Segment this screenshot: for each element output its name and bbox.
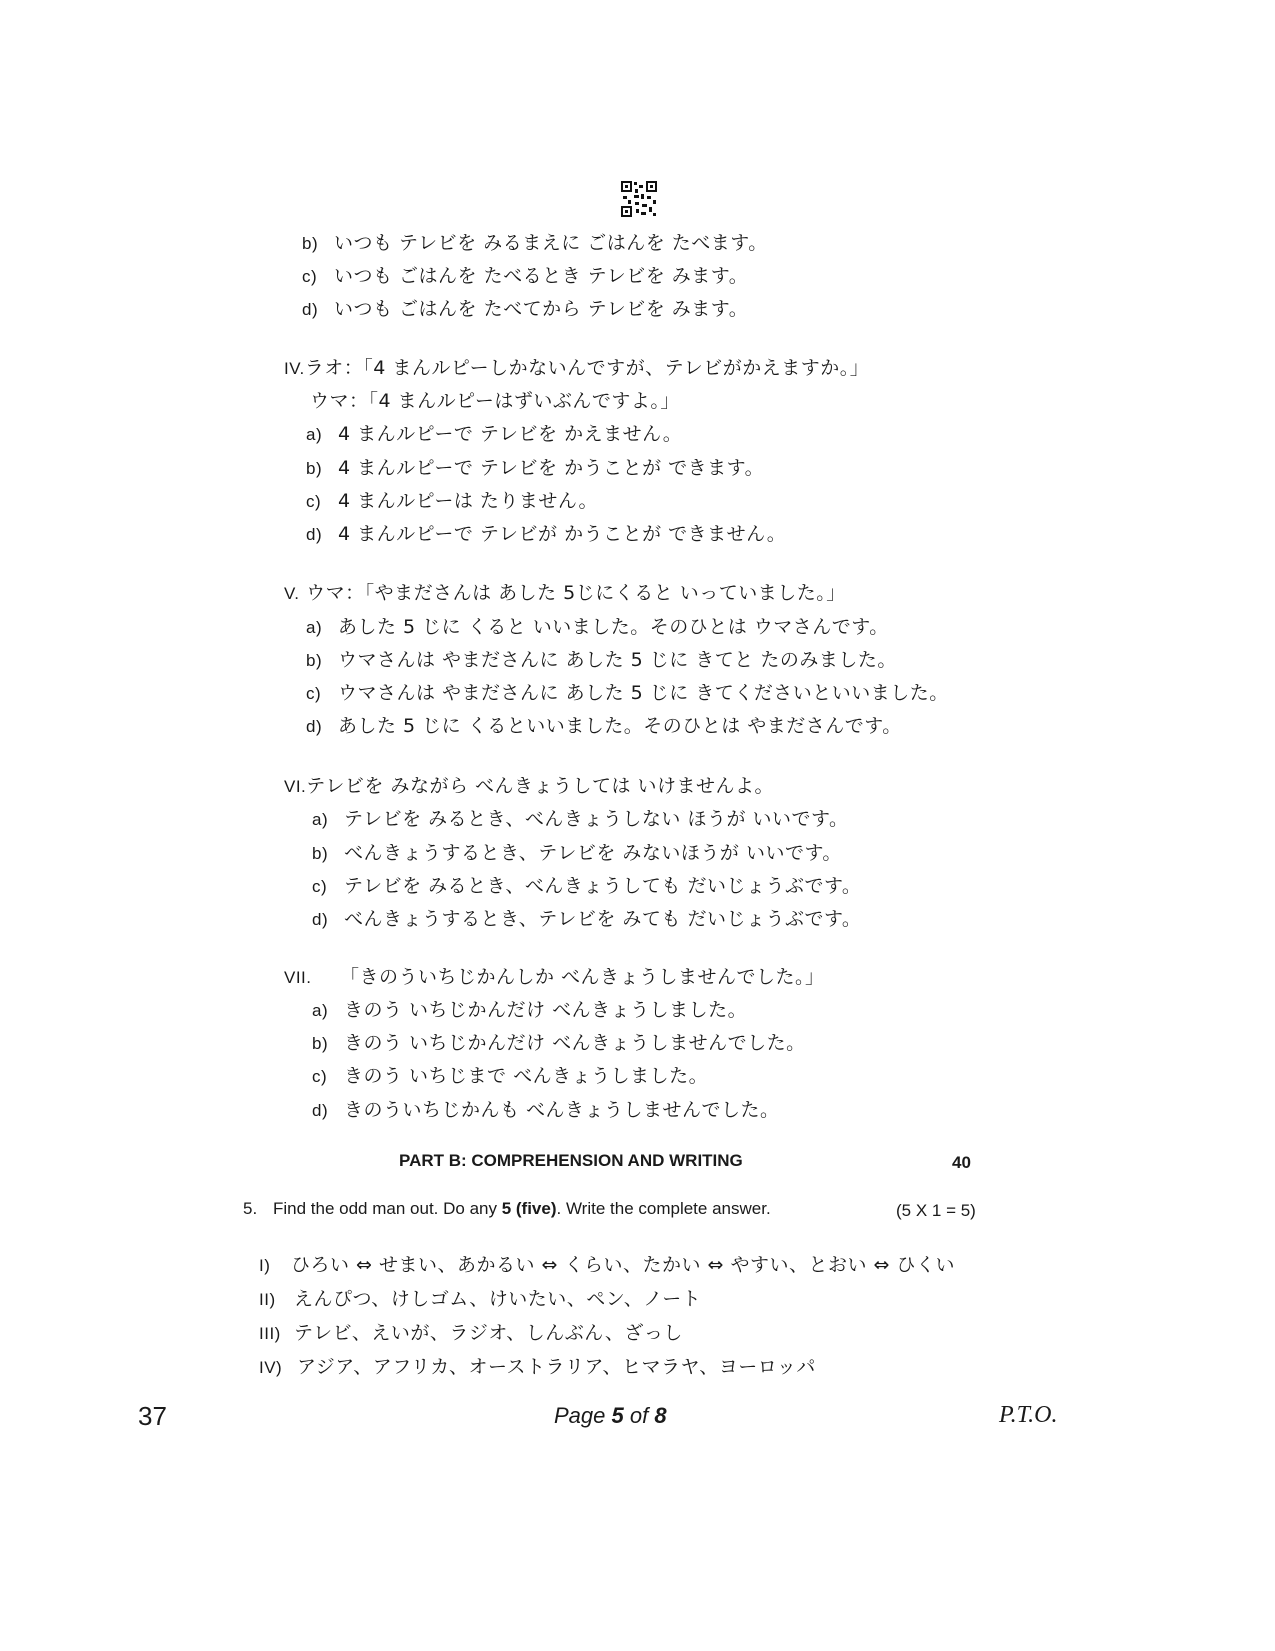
question-5-instruction: 5. Find the odd man out. Do any 5 (five). Write the complete answer.: [243, 1199, 771, 1218]
list-item: a) きのう いちじかんだけ べんきょうしました。: [312, 999, 748, 1021]
list-item: d) べんきょうするとき、テレビを みても だいじょうぶです。: [312, 908, 862, 930]
list-item: II) えんぴつ、けしゴム、けいたい、ペン、ノート: [259, 1288, 702, 1310]
list-item: c) いつも ごはんを たべるとき テレビを みます。: [302, 265, 749, 287]
list-item: IV) アジア、アフリカ、オーストラリア、ヒマラヤ、ヨーロッパ: [259, 1356, 816, 1378]
question-iv-reply: ウマ：「4 まんルピーはずいぶんですよ。」: [310, 390, 680, 412]
qr-code: [620, 180, 658, 218]
list-item: b) ウマさんは やまださんに あした 5 じに きてと たのみました。: [306, 649, 897, 671]
list-item: a) あした 5 じに くると いいました。そのひとは ウマさんです。: [306, 616, 889, 638]
list-item: b) きのう いちじかんだけ べんきょうしませんでした。: [312, 1032, 806, 1054]
list-item: a) テレビを みるとき、べんきょうしない ほうが いいです。: [312, 808, 849, 830]
list-item: d) いつも ごはんを たべてから テレビを みます。: [302, 298, 749, 320]
pto-label: P.T.O.: [999, 1402, 1058, 1428]
list-item: b) いつも テレビを みるまえに ごはんを たべます。: [302, 232, 768, 254]
paper-code: 37: [138, 1401, 167, 1431]
list-item: c) 4 まんルピーは たりません。: [306, 490, 599, 512]
list-item: I) ひろい ⇔ せまい、あかるい ⇔ くらい、たかい ⇔ やすい、とおい ⇔ ひくい: [259, 1254, 955, 1276]
list-item: c) テレビを みるとき、べんきょうしても だいじょうぶです。: [312, 875, 862, 897]
section-heading: PART B: COMPREHENSION AND WRITING: [399, 1151, 743, 1170]
page-number: Page 5 of 8: [554, 1403, 667, 1428]
list-item: a) 4 まんルピーで テレビを かえません。: [306, 423, 683, 445]
section-marks: 40: [952, 1153, 971, 1172]
question-iv-prompt: IV.ラオ：「4 まんルピーしかないんですが、テレビがかえますか。」: [284, 357, 870, 379]
list-item: III) テレビ、えいが、ラジオ、しんぶん、ざっし: [259, 1322, 683, 1344]
list-item: b) 4 まんルピーで テレビを かうことが できます。: [306, 457, 765, 479]
list-item: b) べんきょうするとき、テレビを みないほうが いいです。: [312, 842, 842, 864]
list-item: d) あした 5 じに くるといいました。そのひとは やまださんです。: [306, 715, 902, 737]
question-v-prompt: V. ウマ：「やまださんは あした 5じにくると いっていました。」: [284, 582, 846, 604]
question-vii-prompt: VII. 「きのういちじかんしか べんきょうしませんでした。」: [284, 966, 825, 988]
list-item: d) 4 まんルピーで テレビが かうことが できません。: [306, 523, 787, 545]
list-item: c) きのう いちじまで べんきょうしました。: [312, 1065, 709, 1087]
question-vi-prompt: VI.テレビを みながら べんきょうしては いけませんよ。: [284, 775, 775, 797]
question-5-marks: (5 X 1 = 5): [896, 1201, 976, 1220]
list-item: d) きのういちじかんも べんきょうしませんでした。: [312, 1099, 780, 1121]
list-item: c) ウマさんは やまださんに あした 5 じに きてくださいといいました。: [306, 682, 949, 704]
